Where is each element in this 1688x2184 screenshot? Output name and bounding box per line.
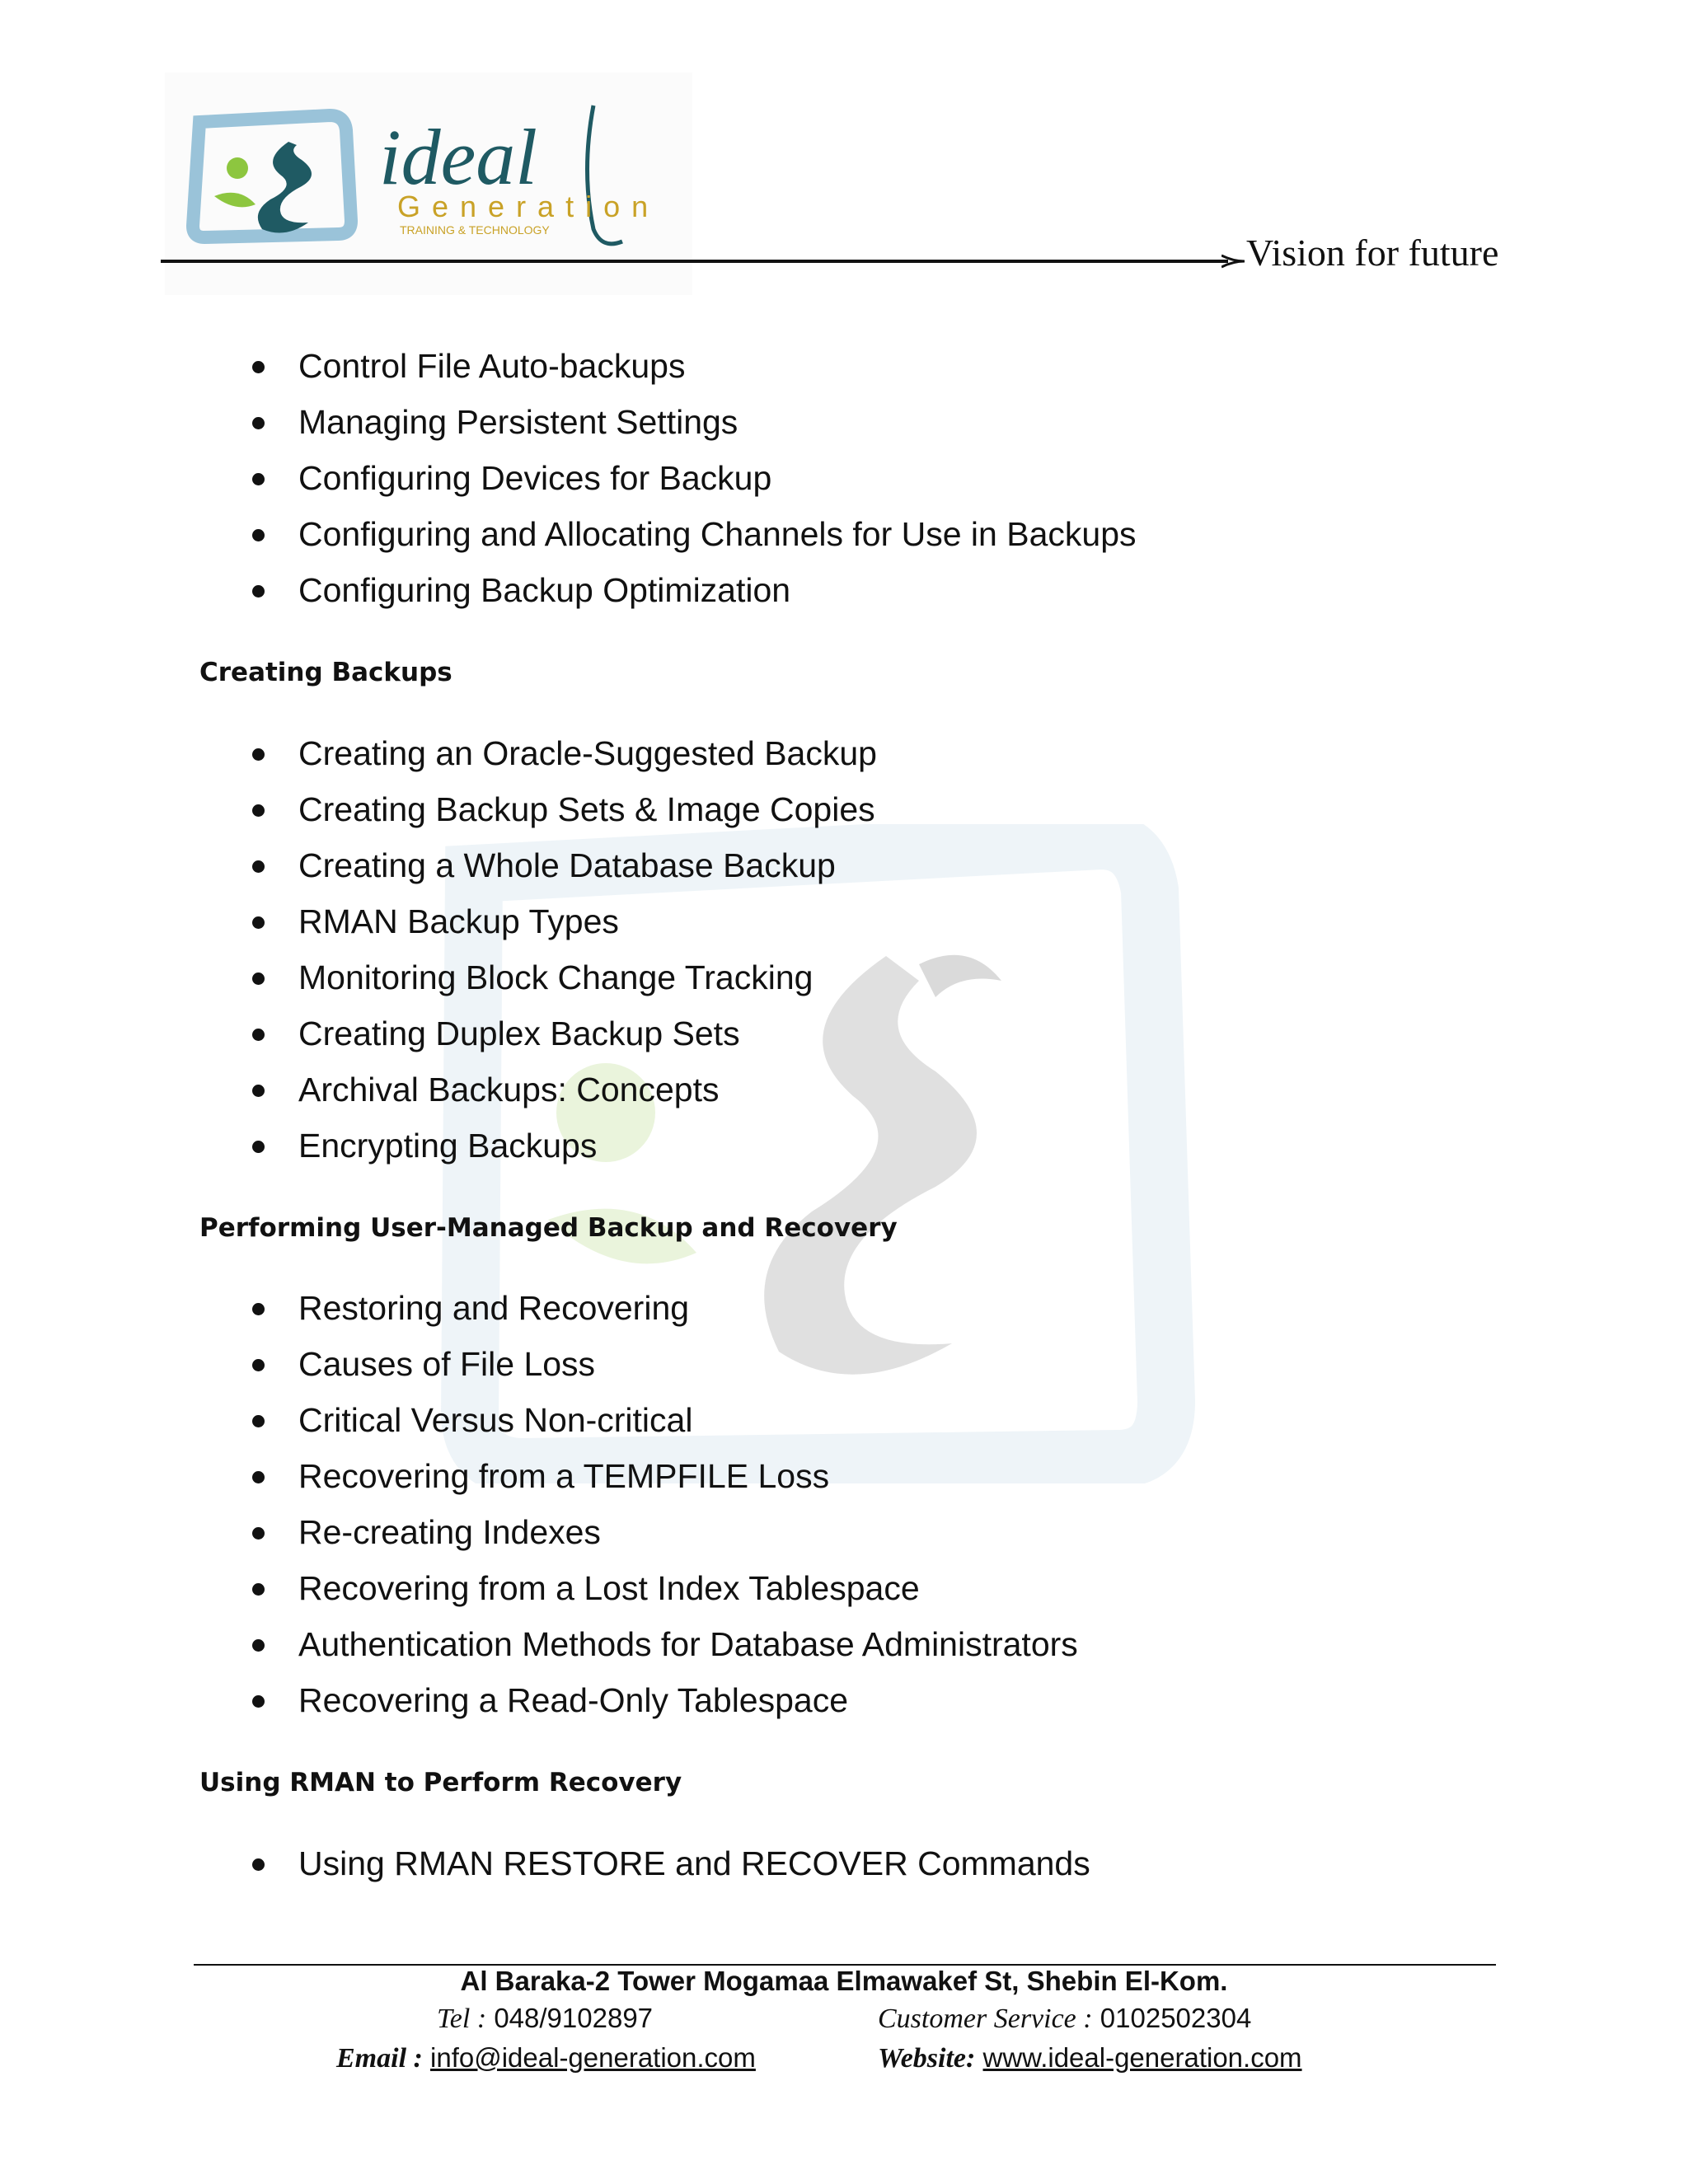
tel-label: Tel : — [437, 2004, 487, 2034]
list-item: RMAN Backup Types — [247, 893, 877, 949]
list-item: Creating Backup Sets & Image Copies — [247, 781, 877, 837]
arrow-right-icon — [1221, 253, 1246, 269]
list-item: Critical Versus Non-critical — [247, 1392, 1078, 1448]
list-item: Configuring Devices for Backup — [247, 450, 1137, 506]
list-item: Managing Persistent Settings — [247, 394, 1137, 450]
svg-text:TRAINING & TECHNOLOGY: TRAINING & TECHNOLOGY — [400, 223, 550, 237]
footer-customer-service — [878, 2003, 1251, 2035]
list-item: Recovering a Read-Only Tablespace — [247, 1672, 1078, 1728]
section-heading-rman-recovery: Using RMAN to Perform Recovery — [199, 1768, 682, 1797]
website-label: Website: — [878, 2043, 976, 2074]
footer-website — [878, 2042, 1302, 2074]
list-item: Causes of File Loss — [247, 1336, 1078, 1392]
list-item: Creating Duplex Backup Sets — [247, 1005, 877, 1062]
header-tagline: Vision for future — [1246, 232, 1499, 274]
svg-text:ideal: ideal — [379, 113, 537, 201]
footer-email — [336, 2042, 756, 2074]
section-heading-creating-backups: Creating Backups — [199, 658, 452, 687]
list-item: Recovering from a TEMPFILE Loss — [247, 1448, 1078, 1504]
footer-tel — [437, 2003, 653, 2035]
footer-address: Al Baraka-2 Tower Mogamaa Elmawakef St, Shebin El-Kom. — [460, 1966, 1228, 1996]
list-item: Configuring Backup Optimization — [247, 562, 1137, 618]
list-item: Configuring and Allocating Channels for Use in Backups — [247, 506, 1137, 562]
list-item: Creating an Oracle-Suggested Backup — [247, 725, 877, 781]
list-item: Encrypting Backups — [247, 1118, 877, 1174]
bullet-list-intro — [247, 338, 1137, 618]
email-label: Email : — [336, 2043, 423, 2074]
customer-service-label: Customer Service : — [878, 2004, 1093, 2034]
bullet-list-rman-recovery — [247, 1835, 1090, 1891]
list-item: Restoring and Recovering — [247, 1280, 1078, 1336]
customer-service-value: 0102502304 — [1100, 2003, 1252, 2033]
list-item: Monitoring Block Change Tracking — [247, 949, 877, 1005]
bullet-list-user-managed — [247, 1280, 1078, 1728]
email-link[interactable]: info@ideal-generation.com — [430, 2042, 756, 2073]
website-link[interactable]: www.ideal-generation.com — [982, 2042, 1302, 2073]
list-item: Recovering from a Lost Index Tablespace — [247, 1560, 1078, 1616]
tel-value: 048/9102897 — [494, 2003, 654, 2033]
list-item: Using RMAN RESTORE and RECOVER Commands — [247, 1835, 1090, 1891]
list-item: Control File Auto-backups — [247, 338, 1137, 394]
header-rule — [161, 260, 1228, 263]
list-item: Creating a Whole Database Backup — [247, 837, 877, 893]
svg-text:Generation: Generation — [397, 190, 660, 223]
list-item: Authentication Methods for Database Administrators — [247, 1616, 1078, 1672]
bullet-list-creating-backups — [247, 725, 877, 1174]
list-item: Re-creating Indexes — [247, 1504, 1078, 1560]
section-heading-user-managed: Performing User-Managed Backup and Recovery — [199, 1213, 898, 1243]
list-item: Archival Backups: Concepts — [247, 1062, 877, 1118]
